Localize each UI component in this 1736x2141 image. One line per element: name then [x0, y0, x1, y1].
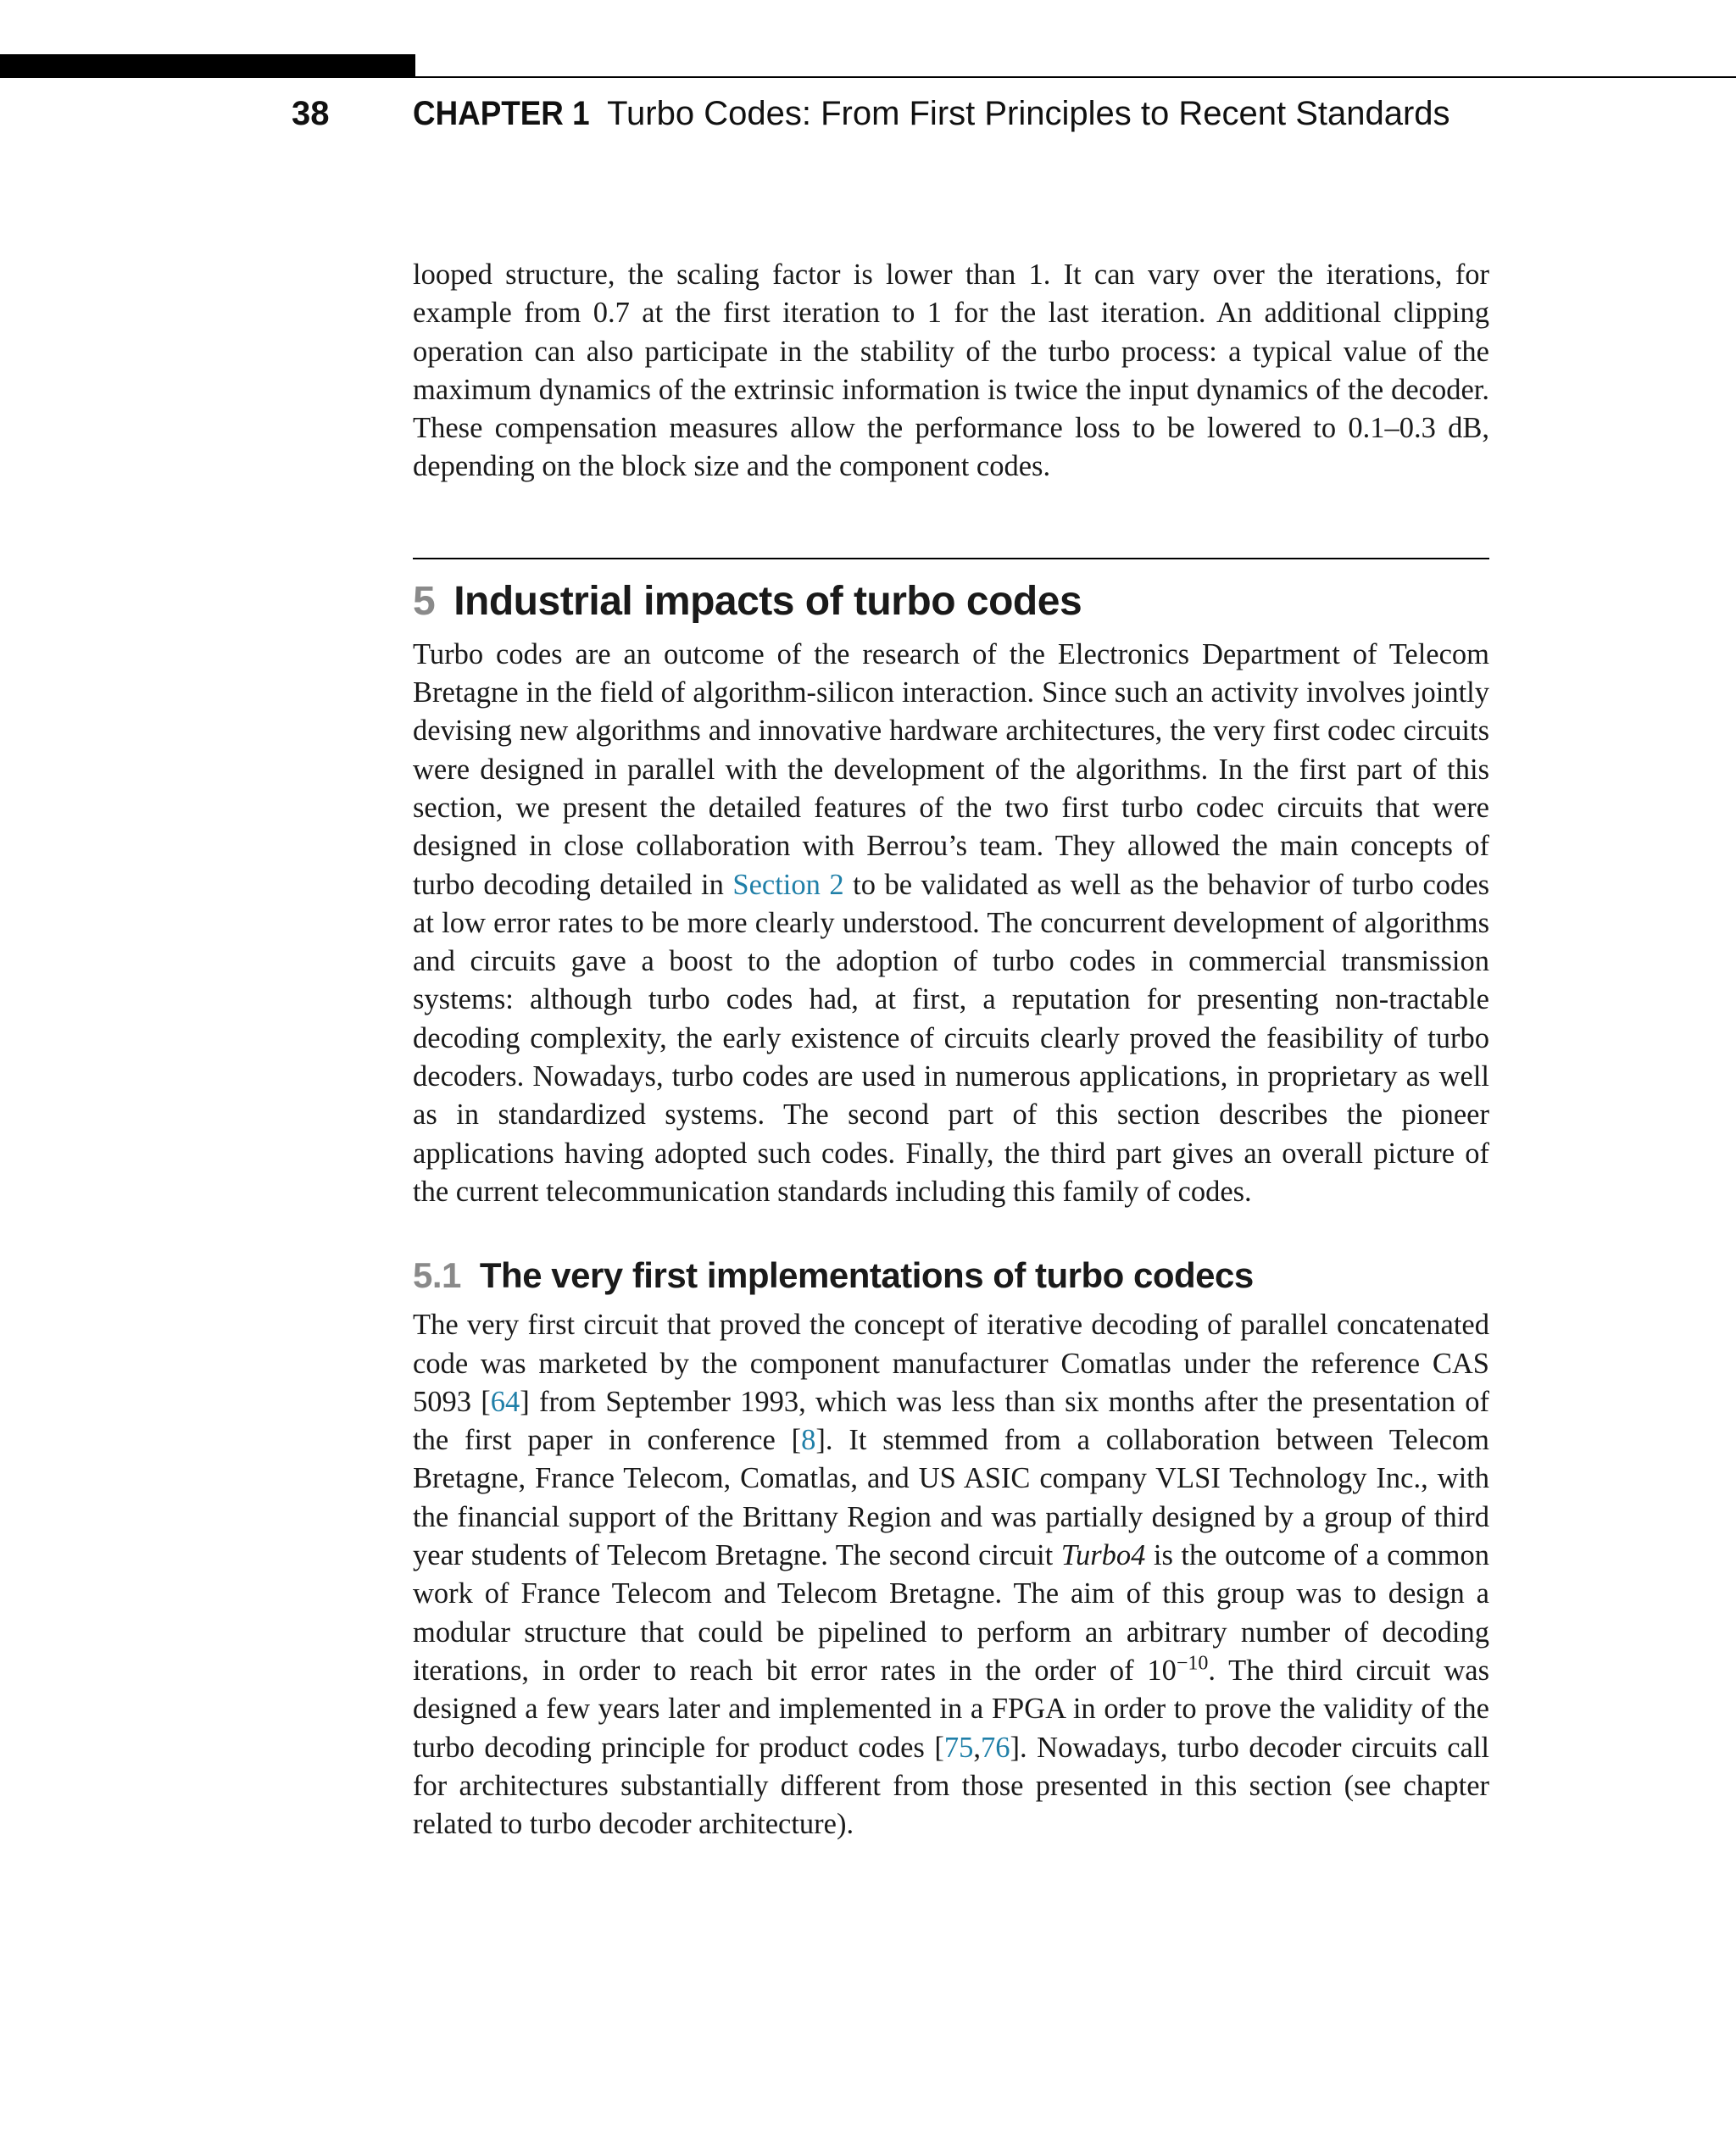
subsection-title: The very first implementations of turbo codecs — [479, 1255, 1254, 1296]
paragraph-text: ]. It stemmed from a collaboration between Telecom Bretagne, France Telecom, Comatlas, and US ASIC company VLSI Technology Inc., with the financial support of the Brittany Region and was partially designed by a group of third year students of Telecom Bretagne. The second circuit — [413, 1424, 1490, 1572]
citation-link[interactable]: 8 — [801, 1424, 816, 1457]
section-2-link[interactable]: Section 2 — [732, 868, 844, 901]
section-paragraph — [413, 636, 1489, 1211]
page-number: 38 — [292, 95, 330, 132]
subsection-paragraph — [413, 1306, 1489, 1843]
paragraph-text: . The third circuit was designed a few years later and implemented in a FPGA in order to prove the validity of the turbo decoding principle for product codes [ — [413, 1654, 1489, 1764]
header-black-bar — [0, 54, 415, 78]
citation-link[interactable]: 76 — [981, 1731, 1010, 1764]
citation-link[interactable]: 64 — [490, 1385, 520, 1418]
citation-link[interactable]: 75 — [943, 1731, 974, 1764]
subsection-number: 5.1 — [413, 1255, 461, 1296]
running-header — [0, 95, 1736, 137]
section-heading — [413, 575, 1489, 629]
paragraph-text: ] from September 1993, which was less than six months after the presentation of the first paper in conference [ — [413, 1385, 1489, 1457]
paragraph-text: to be validated as well as the behavior of turbo codes at low error rates to be more clearly understood. The concurrent development of algorithms and circuits gave a boost to the adoption of turbo codes in commercial transmission systems: although turbo codes had, at first, a reputation for presenting non-tractable decoding complexity, the early existence of circuits clearly proved the feasibility of turbo decoders. Nowadays, turbo codes are used in numerous applications, in proprietary as well as in standardized systems. The second part of this section describes the pioneer applications having adopted such codes. Finally, the third part gives an overall picture of the current telecommunication standards including this family of codes. — [413, 868, 1489, 1208]
paragraph-text: ]. Nowadays, turbo decoder circuits call for architectures substantially different from those presented in this section (see chapter related to turbo decoder architecture). — [413, 1731, 1489, 1841]
intro-paragraph: looped structure, the scaling factor is lower than 1. It can vary over the iterations, for example from 0.7 at the first iteration to 1 for the last iteration. An additional clipping operation can also participate in the stability of the turbo process: a typical value of the maximum dynamics of the extrinsic information is twice the input dynamics of the decoder. These compensation measures allow the performance loss to be lowered to 0.1–0.3 dB, depending on the block size and the component codes. — [413, 259, 1489, 483]
page-content — [413, 256, 1489, 1843]
chapter-label: CHAPTER 1 — [413, 95, 590, 132]
citation-separator: , — [973, 1731, 982, 1764]
section-number: 5 — [413, 578, 436, 624]
chapter-heading — [413, 95, 1450, 133]
paragraph-text: The very first circuit that proved the concept of iterative decoding of parallel concatenated code was marketed by the component manufacturer Comatlas under the reference CAS 5093 [ — [413, 1309, 1489, 1418]
header-rule — [415, 76, 1736, 78]
section-title: Industrial impacts of turbo codes — [453, 578, 1082, 624]
turbo4-name: Turbo4 — [1060, 1539, 1146, 1572]
paragraph-text: Turbo codes are an outcome of the research of the Electronics Department of Telecom Bretagne in the field of algorithm-silicon interaction. Since such an activity involves jointly devising new algorithms and innovative hardware architectures, the very first codec circuits were designed in parallel with the development of the algorithms. In the first part of this section, we present the detailed features of the two first turbo codec circuits that were designed in close collaboration with Berrou’s team. They allowed the main concepts of turbo decoding detailed in — [413, 637, 1489, 901]
chapter-title: Turbo Codes: From First Principles to Recent Standards — [607, 95, 1450, 132]
subsection-heading — [413, 1252, 1489, 1299]
exponent: −10 — [1176, 1652, 1209, 1675]
section-divider — [413, 558, 1489, 559]
paragraph-text: is the outcome of a common work of France Telecom and Telecom Bretagne. The aim of this group was to design a modular structure that could be pipelined to perform an arbitrary number of decoding iterations, in order to reach bit error rates in the order of 10 — [413, 1539, 1489, 1687]
